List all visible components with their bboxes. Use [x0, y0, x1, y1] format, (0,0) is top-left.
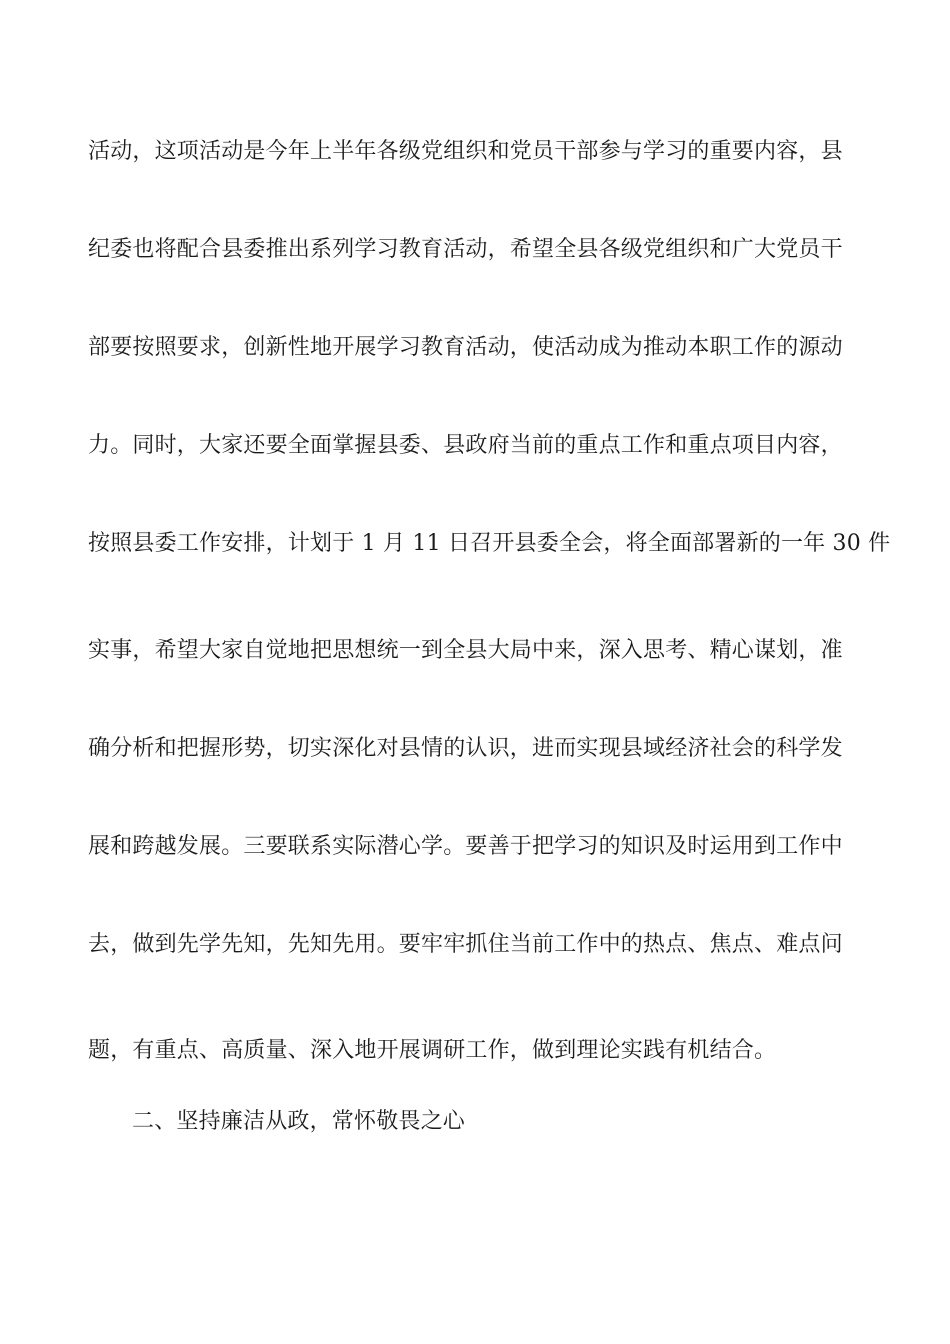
body-text-line: 确分析和把握形势，切实深化对县情的认识，进而实现县域经济社会的科学发	[88, 736, 843, 761]
body-text-line: 活动，这项活动是今年上半年各级党组织和党员干部参与学习的重要内容，县	[88, 139, 843, 164]
section-heading: 二、坚持廉洁从政，常怀敬畏之心	[132, 1109, 466, 1134]
body-text-line: 题，有重点、高质量、深入地开展调研工作，做到理论实践有机结合。	[88, 1038, 777, 1063]
body-text-line: 按照县委工作安排，计划于 1 月 11 日召开县委全会，将全面部署新的一年 30 件	[88, 531, 891, 556]
body-text-line: 力。同时，大家还要全面掌握县委、县政府当前的重点工作和重点项目内容，	[88, 433, 843, 458]
body-text-line: 实事，希望大家自觉地把思想统一到全县大局中来，深入思考、精心谋划，准	[88, 638, 843, 663]
body-text-line: 展和跨越发展。三要联系实际潜心学。要善于把学习的知识及时运用到工作中	[88, 834, 843, 859]
body-text-line: 去，做到先学先知，先知先用。要牢牢抓住当前工作中的热点、焦点、难点问	[88, 932, 843, 957]
body-text-line: 部要按照要求，创新性地开展学习教育活动，使活动成为推动本职工作的源动	[88, 335, 843, 360]
body-text-line: 纪委也将配合县委推出系列学习教育活动，希望全县各级党组织和广大党员干	[88, 237, 843, 262]
